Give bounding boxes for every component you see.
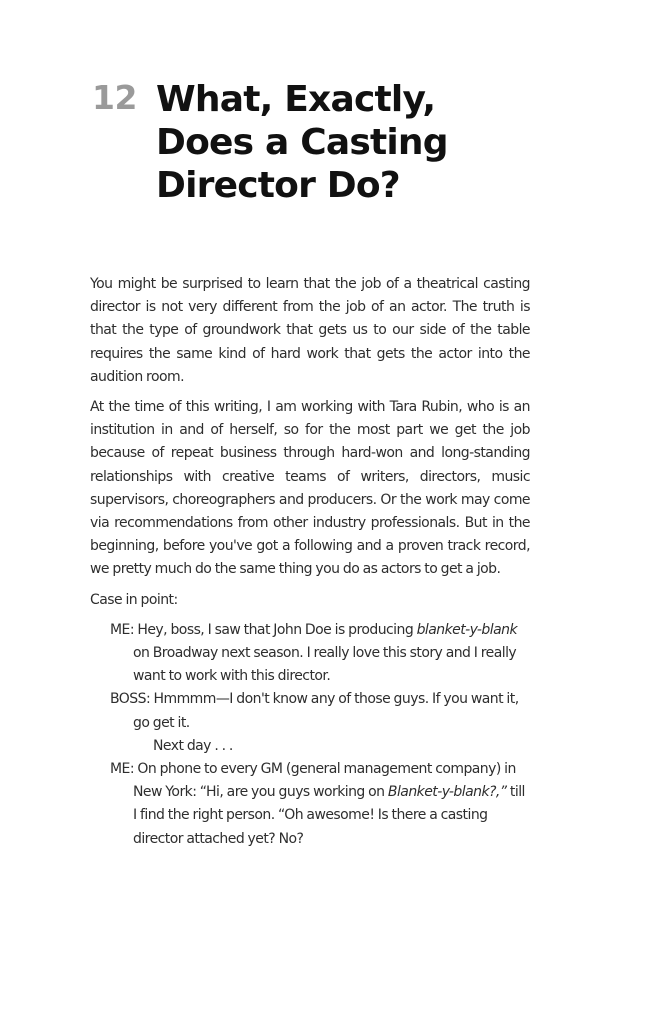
dialogue-italic: blanket-y-blank xyxy=(416,621,518,638)
paragraph-case-in-point: Case in point: xyxy=(90,591,178,608)
chapter-title xyxy=(156,78,448,207)
dialogue-text: ME: On phone to every GM (general management company) in New York: “Hi, are you guys working on xyxy=(110,761,516,801)
dialogue-text: on Broadway next season. I really love this story and I really want to work with this director. xyxy=(133,645,517,685)
dialogue-block xyxy=(90,619,530,851)
chapter-title-line: Does a Casting xyxy=(156,122,448,163)
chapter-number: 12 xyxy=(92,78,137,117)
chapter-title-line: Director Do? xyxy=(156,165,400,206)
paragraph-current-work: At the time of this writing, I am working with Tara Rubin, who is an institution in and of herself, so for the most part we get the job because of repeat business through hard-won and long-standing relationships with creative teams of writers, directors, music supervisors, choreographers and producers. Or the work may come via recommendations from other industry professionals. But in the beginning, before you've got a following and a proven track record, we pretty much do the same thing you do as actors to get a job. xyxy=(90,399,530,578)
dialogue-text: ME: Hey, boss, I saw that John Doe is producing xyxy=(110,621,417,638)
dialogue-line-me xyxy=(110,619,525,689)
chapter-body xyxy=(90,273,530,851)
dialogue-italic: Blanket-y-blank?,” xyxy=(387,784,507,801)
chapter-title-line: What, Exactly, xyxy=(156,79,436,120)
dialogue-text: till I find the right person. “Oh awesome! Is there a casting director attached yet? No? xyxy=(133,784,525,847)
dialogue-line-me xyxy=(110,758,525,851)
paragraph-intro: You might be surprised to learn that the job of a theatrical casting director is not very different from the job of an actor. The truth is that the type of groundwork that gets us to our side of the table requires the same kind of hard work that gets the actor into the audition room. xyxy=(90,276,530,385)
dialogue-line-boss: BOSS: Hmmmm—I don't know any of those guys. If you want it, go get it. xyxy=(110,691,519,731)
dialogue-stage-note: Next day . . . xyxy=(153,737,233,754)
